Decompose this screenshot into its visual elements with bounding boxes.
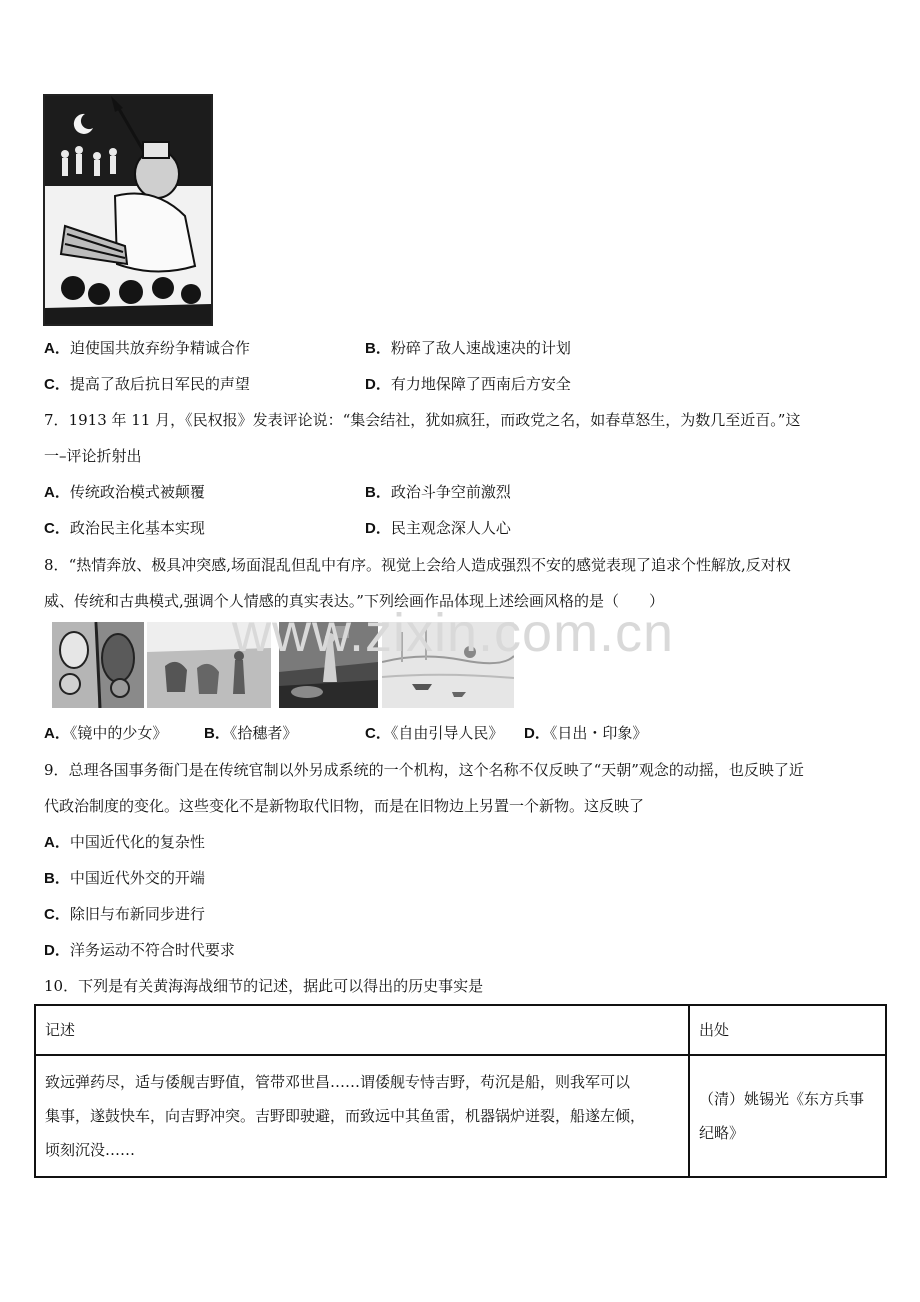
q9-option-d: D．洋务运动不符合时代要求 bbox=[44, 941, 235, 959]
q8-option-d: D．《日出・印象》 bbox=[524, 724, 648, 742]
painting-girl-before-mirror bbox=[52, 622, 144, 708]
q9-option-c: C．除旧与布新同步进行 bbox=[44, 905, 205, 923]
source-line: 纪略》 bbox=[699, 1124, 745, 1142]
record-line: 致远弹药尽，适与倭舰吉野值，管带邓世昌……谓倭舰专恃吉野，苟沉是船，则我军可以 bbox=[45, 1073, 631, 1091]
q6-option-d: D．有力地保障了西南后方安全 bbox=[365, 375, 571, 393]
q6-option-c: C．提高了敌后抗日军民的声望 bbox=[44, 375, 250, 393]
painting-girl-before-mirror-illustration bbox=[52, 622, 144, 708]
header-source: 出处 bbox=[689, 1005, 886, 1055]
q6-option-b: B．粉碎了敌人速战速决的计划 bbox=[365, 339, 571, 357]
q7-option-d: D．民主观念深人人心 bbox=[365, 519, 511, 537]
q8-option-b: B．《拾穗者》 bbox=[204, 724, 298, 742]
q9-stem-continued: 代政治制度的变化。这些变化不是新物取代旧物，而是在旧物边上另置一个新物。这反映了 bbox=[44, 797, 645, 815]
q7-option-a: A．传统政治模式被颠覆 bbox=[44, 483, 205, 501]
q8-stem: 8．“热情奔放、极具冲突感,场面混乱但乱中有序。视觉上会给人造成强烈不安的感觉表现了追求个性解放,反对权 bbox=[44, 556, 791, 574]
source-line: （清）姚锡光《东方兵事 bbox=[699, 1090, 865, 1108]
q7-option-b: B．政治斗争空前激烈 bbox=[365, 483, 511, 501]
historical-record-table bbox=[34, 1004, 887, 1178]
record-line: 集事，遂鼓快车，向吉野冲突。吉野即驶避，而致远中其鱼雷，机器锅炉迸裂，船遂左倾， bbox=[45, 1107, 646, 1125]
q10-stem: 10．下列是有关黄海海战细节的记述，据此可以得出的历史事实是 bbox=[44, 977, 484, 995]
header-record: 记述 bbox=[35, 1005, 689, 1055]
q9-option-b: B．中国近代外交的开端 bbox=[44, 869, 205, 887]
cartoon-image bbox=[43, 94, 213, 326]
cartoon-illustration bbox=[45, 96, 211, 324]
q7-option-c: C．政治民主化基本实现 bbox=[44, 519, 205, 537]
record-line: 顷刻沉没…… bbox=[45, 1141, 136, 1159]
q9-stem: 9．总理各国事务衙门是在传统官制以外另成系统的一个机构，这个名称不仅反映了“天朝”观念的动摇，也反映了近 bbox=[44, 761, 804, 779]
source-cell bbox=[689, 1055, 886, 1177]
record-cell bbox=[35, 1055, 689, 1177]
q7-stem: 7．1913 年 11 月，《民权报》发表评论说：“集会结社，犹如疯狂，而政党之名，如春草怒生，为数几至近百。”这 bbox=[44, 411, 801, 429]
watermark: www.zixin.com.cn bbox=[232, 603, 675, 663]
q8-option-a: A．《镜中的少女》 bbox=[44, 724, 168, 742]
q7-stem-continued: 一–评论折射出 bbox=[44, 447, 142, 465]
q6-option-a: A．迫使国共放弃纷争精诚合作 bbox=[44, 339, 250, 357]
q8-option-c: C．《自由引导人民》 bbox=[365, 724, 504, 742]
q9-option-a: A．中国近代化的复杂性 bbox=[44, 833, 205, 851]
q8-stem-continued: 威、传统和古典模式,强调个人情感的真实表达。”下列绘画作品体现上述绘画风格的是（ ） bbox=[44, 592, 664, 610]
table-row bbox=[35, 1055, 886, 1177]
table-header-row bbox=[35, 1005, 886, 1055]
